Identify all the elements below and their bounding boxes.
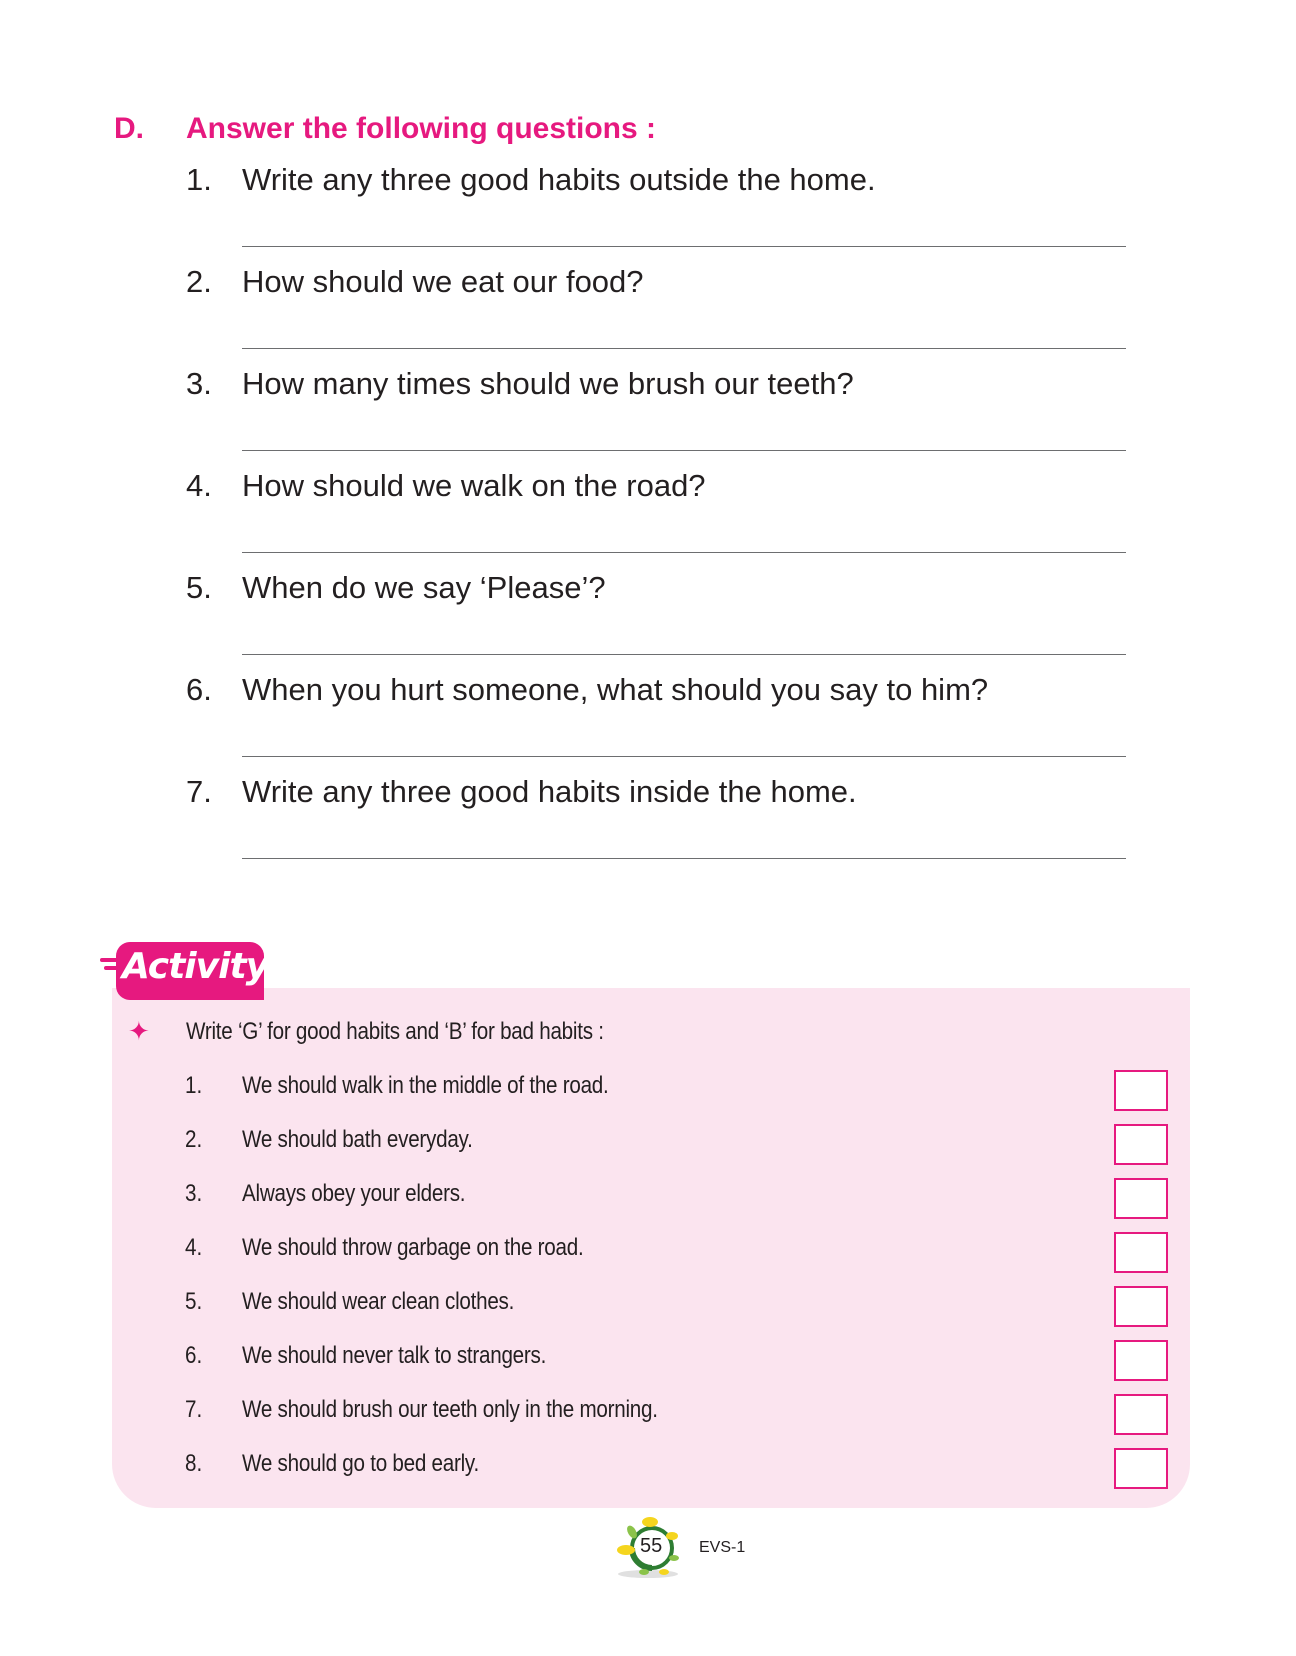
- question-number: 1.: [186, 162, 212, 197]
- question-number: 5.: [186, 570, 212, 605]
- question-number: 7.: [186, 774, 212, 809]
- answer-line[interactable]: [242, 858, 1126, 859]
- activity-instruction: Write ‘G’ for good habits and ‘B’ for bad habits :: [186, 1018, 604, 1045]
- page-number: 55: [640, 1535, 663, 1557]
- item-text: We should go to bed early.: [242, 1450, 479, 1477]
- item-number: 3.: [185, 1180, 203, 1207]
- question-text: How should we walk on the road?: [242, 468, 706, 503]
- answer-line[interactable]: [242, 552, 1126, 553]
- item-number: 8.: [185, 1450, 203, 1477]
- question-text: Write any three good habits inside the home.: [242, 774, 857, 809]
- item-text: We should brush our teeth only in the morning.: [242, 1396, 658, 1423]
- answer-box[interactable]: [1114, 1448, 1168, 1489]
- item-text: We should throw garbage on the road.: [242, 1234, 584, 1261]
- answer-box[interactable]: [1114, 1340, 1168, 1381]
- answer-box[interactable]: [1114, 1070, 1168, 1111]
- item-number: 4.: [185, 1234, 203, 1261]
- diamond-star-icon: ✦: [128, 1016, 150, 1046]
- answer-line[interactable]: [242, 348, 1126, 349]
- item-text: We should wear clean clothes.: [242, 1288, 515, 1315]
- question-number: 2.: [186, 264, 212, 299]
- question-text: Write any three good habits outside the home.: [242, 162, 876, 197]
- section-title: Answer the following questions :: [186, 112, 657, 145]
- item-text: We should bath everyday.: [242, 1126, 473, 1153]
- question-number: 3.: [186, 366, 212, 401]
- question-number: 6.: [186, 672, 212, 707]
- item-text: We should never talk to strangers.: [242, 1342, 547, 1369]
- item-number: 2.: [185, 1126, 203, 1153]
- answer-line[interactable]: [242, 756, 1126, 757]
- section-letter: D.: [114, 112, 144, 145]
- question-text: How many times should we brush our teeth?: [242, 366, 854, 401]
- answer-box[interactable]: [1114, 1232, 1168, 1273]
- question-text: When do we say ‘Please’?: [242, 570, 606, 605]
- answer-box[interactable]: [1114, 1124, 1168, 1165]
- answer-box[interactable]: [1114, 1394, 1168, 1435]
- answer-box[interactable]: [1114, 1286, 1168, 1327]
- answer-box[interactable]: [1114, 1178, 1168, 1219]
- item-number: 1.: [185, 1072, 203, 1099]
- activity-label: Activity: [122, 946, 269, 987]
- question-text: How should we eat our food?: [242, 264, 644, 299]
- item-number: 7.: [185, 1396, 203, 1423]
- item-text: Always obey your elders.: [242, 1180, 466, 1207]
- answer-line[interactable]: [242, 246, 1126, 247]
- book-code: EVS-1: [699, 1539, 746, 1556]
- answer-line[interactable]: [242, 450, 1126, 451]
- question-text: When you hurt someone, what should you say to him?: [242, 672, 989, 707]
- item-text: We should walk in the middle of the road.: [242, 1072, 609, 1099]
- answer-line[interactable]: [242, 654, 1126, 655]
- item-number: 5.: [185, 1288, 203, 1315]
- item-number: 6.: [185, 1342, 203, 1369]
- question-number: 4.: [186, 468, 212, 503]
